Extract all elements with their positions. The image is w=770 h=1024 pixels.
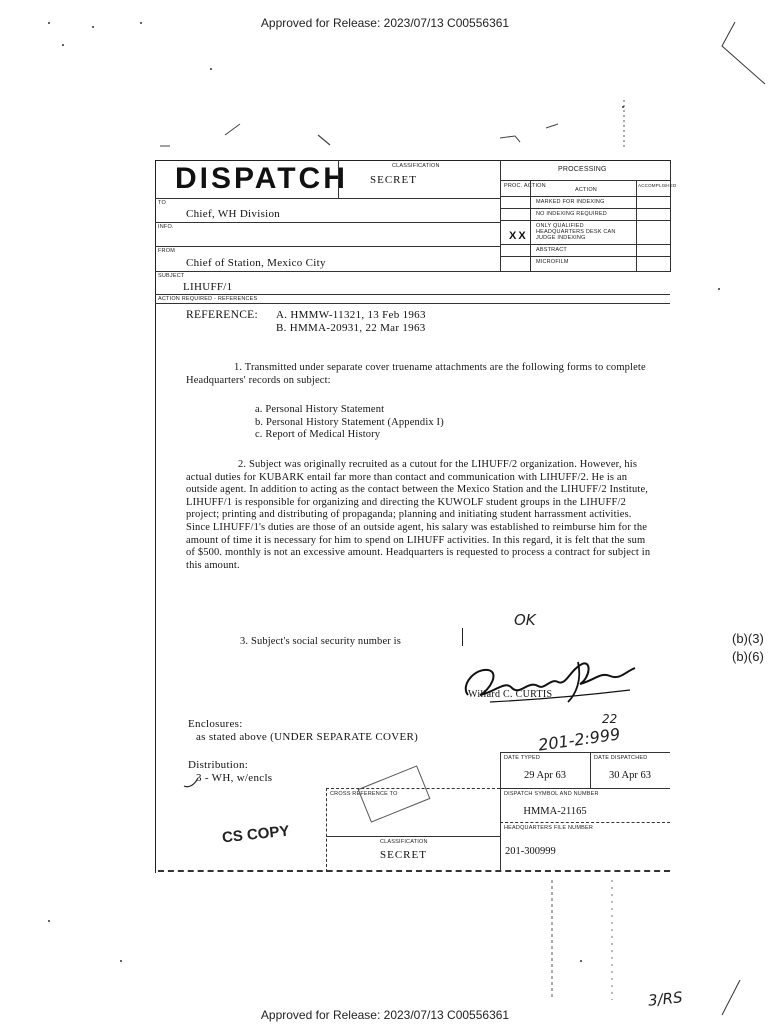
processing-row: MARKED FOR INDEXING	[536, 199, 605, 205]
distribution-label: Distribution:	[188, 759, 249, 771]
processing-rule	[500, 220, 670, 221]
header-rule	[155, 271, 670, 272]
header-rule	[155, 246, 500, 247]
header-rule	[155, 198, 500, 199]
date-typed-label: DATE TYPED	[504, 755, 541, 761]
processing-col-action: ACTION	[575, 187, 597, 193]
action-required-label: ACTION REQUIRED - REFERENCES	[158, 296, 258, 302]
date-block-rule	[500, 822, 670, 823]
header-rule	[155, 222, 500, 223]
processing-rule	[500, 244, 670, 245]
reference-b: B. HMMA-20931, 22 Mar 1963	[276, 322, 426, 334]
hq-file: 201-300999	[505, 846, 556, 857]
distribution-hook	[182, 774, 212, 794]
hq-file-label: HEADQUARTERS FILE NUMBER	[504, 825, 594, 831]
attachment-item: b. Personal History Statement (Appendix I)	[255, 416, 444, 428]
processing-rule	[500, 256, 670, 257]
handwritten-page-note: 3/RS	[647, 988, 684, 1010]
to-value: Chief, WH Division	[186, 208, 281, 220]
processing-row: MICROFILM	[536, 259, 569, 265]
classification-box-rule	[326, 836, 500, 837]
release-banner-bottom: Approved for Release: 2023/07/13 C00556361	[260, 1008, 510, 1022]
paragraph-1: 1. Transmitted under separate cover truename attachments are the following forms to complete Headquarters' records on subject:	[186, 362, 646, 386]
processing-col-rule	[636, 180, 637, 272]
form-bottom-edge	[158, 870, 670, 872]
header-divider	[338, 160, 339, 198]
processing-rule	[500, 196, 670, 197]
date-typed: 29 Apr 63	[524, 770, 566, 781]
date-block-rule	[500, 788, 670, 789]
reference-a: A. HMMW-11321, 13 Feb 1963	[276, 309, 426, 321]
bottom-classification-label: CLASSIFICATION	[380, 839, 428, 845]
attachment-list	[255, 404, 555, 442]
processing-row: ABSTRACT	[536, 247, 567, 253]
subject-value: LIHUFF/1	[183, 281, 233, 293]
from-label: FROM	[158, 248, 175, 254]
processing-mark: XX	[509, 230, 528, 242]
processing-row: ONLY QUALIFIED HEADQUARTERS DESK CAN JUDGE INDEXING	[536, 223, 616, 241]
dispatch-symbol-label: DISPATCH SYMBOL AND NUMBER	[504, 791, 599, 797]
processing-rule	[500, 208, 670, 209]
header-rule	[155, 294, 670, 295]
processing-col-accomplished: ACCOMPLISHED	[638, 183, 677, 188]
attachment-item: a. Personal History Statement	[255, 404, 385, 415]
date-dispatched: 30 Apr 63	[609, 770, 651, 781]
processing-rule	[500, 180, 670, 181]
exemption-b6: (b)(6)	[732, 649, 764, 664]
to-label: TO	[158, 200, 166, 206]
handwritten-ok: OK	[514, 611, 536, 629]
exemption-b3: (b)(3)	[732, 631, 764, 646]
classification-top: SECRET	[370, 174, 417, 186]
processing-col-proc: PROC. ACTION	[504, 183, 546, 189]
date-dispatched-label: DATE DISPATCHED	[594, 755, 648, 761]
cs-copy-stamp: CS COPY	[221, 822, 291, 847]
dispatch-symbol: HMMA-21165	[523, 806, 587, 817]
redaction-cursor	[462, 628, 463, 646]
handwritten-22: 22	[602, 712, 618, 726]
classification-label: CLASSIFICATION	[392, 163, 440, 169]
processing-label: PROCESSING	[558, 166, 607, 173]
processing-col-rule	[530, 180, 531, 272]
enclosures-label: Enclosures:	[188, 718, 243, 730]
processing-row: NO INDEXING REQUIRED	[536, 211, 607, 217]
typed-signature: Willard C. CURTIS	[468, 689, 553, 700]
distribution-text: 3 - WH, w/encls	[196, 772, 273, 784]
header-rule	[155, 303, 670, 304]
cross-ref-divider	[326, 788, 327, 872]
attachment-item: c. Report of Medical History	[255, 429, 381, 441]
form-title: DISPATCH	[175, 162, 348, 195]
bottom-classification: SECRET	[380, 849, 427, 861]
handwritten-file-ref: 201-2:999	[537, 724, 622, 755]
info-label: INFO.	[158, 224, 174, 230]
enclosures-text: as stated above (UNDER SEPARATE COVER)	[196, 731, 419, 743]
processing-right-edge	[670, 160, 671, 272]
from-value: Chief of Station, Mexico City	[186, 257, 326, 269]
paragraph-2: 2. Subject was originally recruited as a cutout for the LIHUFF/2 organization. However, his actual duties for KUBARK entail far more than contact and communication with LIHUFF/2. He is an outside agent. In addition to acting as the contact between the Mexico Station and the LIHUFF/2 Institute, LIHUFF/1 is responsible for organizing and directing the KUWOLF student groups in the LIHUFF/2 project; printing and distributing of propaganda; planning and initiating student harrassment activities. Since LIHUFF/1's duties are those of an outside agent, his salary was established to reimburse him for the amount of time it is necessary for him to spend on LIHUFF activities. In this regard, it is felt that the sum of $500. monthly is not an excessive amount. Headquarters is requested to process a contract for subject in this amount.	[186, 459, 651, 571]
paragraph-3: 3. Subject's social security number is	[240, 636, 401, 647]
release-banner-top: Approved for Release: 2023/07/13 C00556361	[260, 16, 510, 30]
subject-label: SUBJECT	[158, 273, 185, 279]
date-block-rule	[500, 752, 670, 753]
signature-scribble	[450, 650, 650, 710]
reference-label: REFERENCE:	[186, 309, 259, 321]
cross-reference-label: CROSS REFERENCE TO	[330, 791, 398, 797]
